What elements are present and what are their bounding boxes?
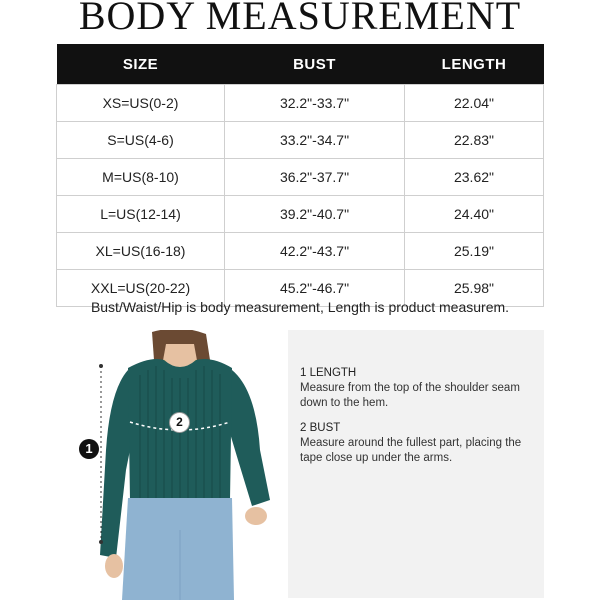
length-instruction-title: 1 LENGTH xyxy=(300,367,357,379)
cell-size: XL=US(16-18) xyxy=(57,233,225,270)
header-bust: BUST xyxy=(225,44,405,85)
cell-length: 24.40" xyxy=(405,196,544,233)
cell-length: 22.83" xyxy=(405,122,544,159)
length-instruction-text: Measure from the top of the shoulder seam down to the hem. xyxy=(300,382,520,409)
model-photo xyxy=(70,330,285,600)
cell-length: 22.04" xyxy=(405,85,544,122)
cell-bust: 32.2"-33.7" xyxy=(225,85,405,122)
bust-instruction-text: Measure around the fullest part, placing the tape close up under the arms. xyxy=(300,437,522,464)
table-row xyxy=(57,159,544,196)
bust-marker: 2 xyxy=(169,412,190,433)
cell-length: 25.19" xyxy=(405,233,544,270)
page-title: BODY MEASUREMENT xyxy=(78,0,522,38)
length-instruction xyxy=(300,366,536,411)
length-line-bottom-dot xyxy=(99,540,103,544)
cell-size: S=US(4-6) xyxy=(57,122,225,159)
header-size: SIZE xyxy=(57,44,225,85)
cell-length: 25.98" xyxy=(405,270,544,307)
cell-length: 23.62" xyxy=(405,159,544,196)
cell-size: M=US(8-10) xyxy=(57,159,225,196)
header-length: LENGTH xyxy=(405,44,544,85)
cell-size: XXL=US(20-22) xyxy=(57,270,225,307)
cell-bust: 33.2"-34.7" xyxy=(225,122,405,159)
cell-bust: 42.2"-43.7" xyxy=(225,233,405,270)
right-hand-shape xyxy=(245,507,267,525)
right-sleeve-shape xyxy=(226,370,270,506)
jeans-shape xyxy=(122,498,234,600)
left-hand-shape xyxy=(105,554,123,578)
cell-bust: 45.2"-46.7" xyxy=(225,270,405,307)
bust-instruction-title: 2 BUST xyxy=(300,422,341,434)
length-line-top-dot xyxy=(99,364,103,368)
table-row xyxy=(57,85,544,122)
table-row xyxy=(57,122,544,159)
table-row xyxy=(57,233,544,270)
cell-bust: 39.2"-40.7" xyxy=(225,196,405,233)
cell-size: L=US(12-14) xyxy=(57,196,225,233)
size-chart-table xyxy=(56,44,544,307)
bust-instruction xyxy=(300,421,536,466)
instructions-panel xyxy=(288,330,544,598)
length-marker: 1 xyxy=(79,439,99,459)
table-row xyxy=(57,196,544,233)
model-illustration xyxy=(70,330,285,600)
measurement-note: Bust/Waist/Hip is body measurement, Length is product measurem. xyxy=(90,299,510,315)
cell-bust: 36.2"-37.7" xyxy=(225,159,405,196)
cell-size: XS=US(0-2) xyxy=(57,85,225,122)
table-header-row xyxy=(57,44,544,85)
